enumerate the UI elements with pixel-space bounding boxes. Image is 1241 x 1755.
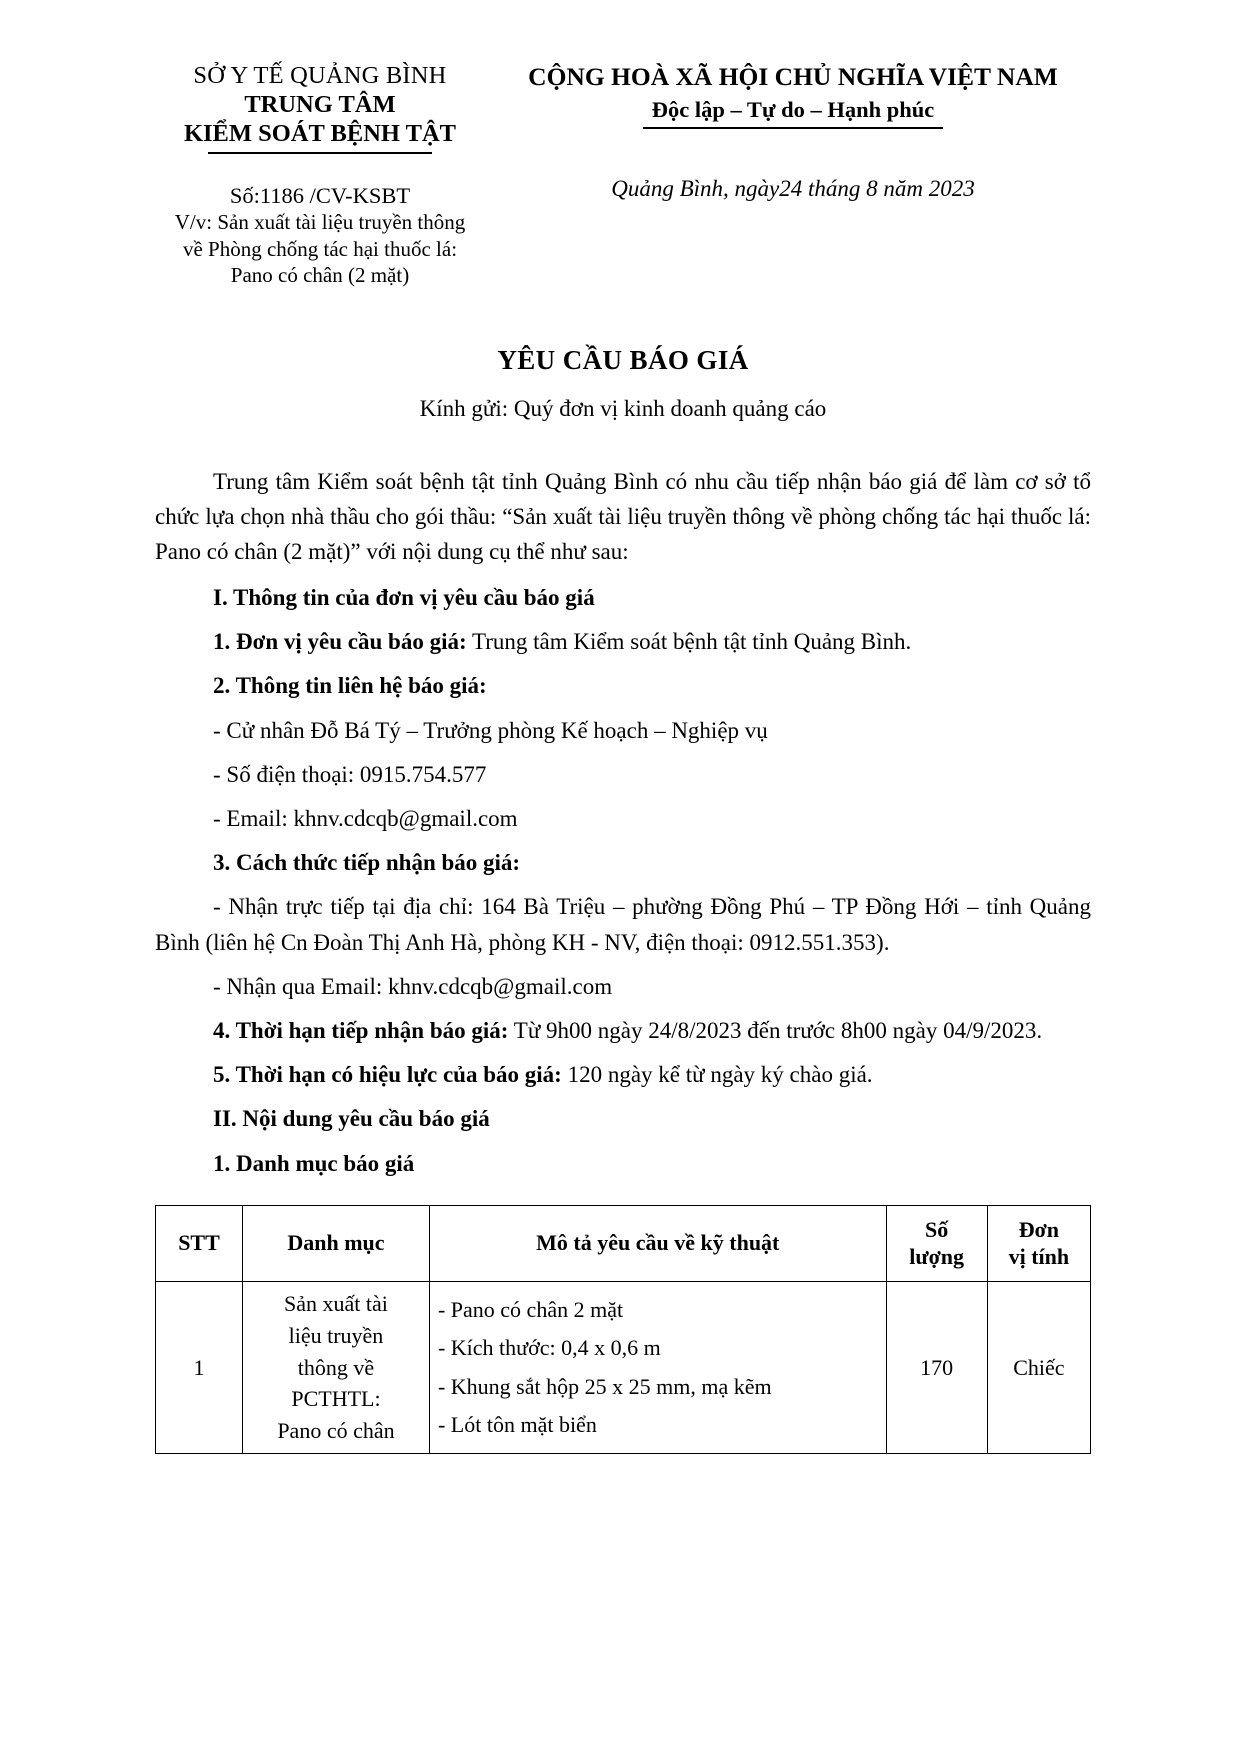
cell-don-vi-tinh: Chiếc: [987, 1282, 1090, 1453]
subject-line-1: V/v: Sản xuất tài liệu truyền thông: [174, 210, 466, 235]
item-3: [155, 836, 1091, 880]
document-number: Số:1186 /CV-KSBT: [229, 182, 411, 208]
cell-danh-muc-line2: liệu truyền: [288, 1323, 384, 1349]
item-2-bullet-2: - Số điện thoại: 0915.754.577: [213, 761, 487, 787]
item-2: [155, 659, 1091, 703]
item-5-value: 120 ngày kể từ ngày ký chào giá.: [561, 1062, 873, 1088]
item-4-label: 4. Thời hạn tiếp nhận báo giá:: [213, 1017, 509, 1043]
column-header-don-vi-tinh: [987, 1205, 1090, 1282]
column-header-mo-ta: Mô tả yêu cầu về kỹ thuật: [429, 1205, 886, 1282]
item-3-bullet-1: - Nhận trực tiếp tại địa chỉ: 164 Bà Triệu – phường Đồng Phú – TP Đồng Hới – tỉnh Quảng Bình (liên hệ Cn Đoàn Thị Anh Hà, phòng KH - NV, điện thoại: 0912.551.353).: [155, 894, 1091, 955]
center-name-line1: TRUNG TÂM: [244, 90, 396, 118]
column-header-danh-muc: Danh mục: [242, 1205, 429, 1282]
table-row: [156, 1282, 1091, 1453]
cell-danh-muc-line5: Pano có chân: [277, 1418, 395, 1444]
cell-mo-ta: [429, 1282, 886, 1453]
cell-mo-ta-line1: - Pano có chân 2 mặt: [437, 1297, 624, 1323]
national-heading-block: [485, 62, 1091, 202]
column-header-don-vi-tinh-line1: Đơn: [1018, 1216, 1059, 1242]
item-ii-1-text: 1. Danh mục báo giá: [213, 1150, 415, 1176]
cell-mo-ta-line2: - Kích thước: 0,4 x 0,6 m: [437, 1335, 661, 1361]
national-motto: Độc lập – Tự do – Hạnh phúc: [651, 96, 935, 122]
place-and-date: Quảng Bình, ngày24 tháng 8 năm 2023: [611, 175, 975, 201]
cell-danh-muc-line3: thông về: [297, 1354, 375, 1380]
item-3-bullet-2: - Nhận qua Email: khnv.cdcqb@gmail.com: [213, 973, 613, 999]
cell-stt: 1: [156, 1282, 243, 1453]
item-5-label: 5. Thời hạn có hiệu lực của báo giá:: [213, 1062, 562, 1088]
cell-mo-ta-line4: - Lót tôn mặt biển: [437, 1411, 597, 1437]
item-4: [155, 1004, 1091, 1048]
center-name-line2: KIỂM SOÁT BỆNH TẬT: [183, 119, 457, 147]
subject-line-2: về Phòng chống tác hại thuốc lá:: [182, 236, 458, 261]
column-header-so-luong-line1: Số: [925, 1216, 949, 1242]
quotation-items-table: [155, 1205, 1091, 1454]
intro-paragraph: Trung tâm Kiểm soát bệnh tật tỉnh Quảng Bình có nhu cầu tiếp nhận báo giá để làm cơ sở tổ chức lựa chọn nhà thầu cho gói thầu: “Sản xuất tài liệu truyền thông về phòng chống tác hại thuốc lá: Pano có chân (2 mặt)” với nội dung cụ thể như sau:: [155, 468, 1091, 564]
subject-line-3: Pano có chân (2 mặt): [230, 263, 410, 288]
issuing-organization-block: [155, 62, 485, 289]
country-name: CỘNG HOÀ XÃ HỘI CHỦ NGHĨA VIỆT NAM: [528, 62, 1058, 91]
column-header-don-vi-tinh-line2: vị tính: [1008, 1243, 1070, 1269]
item-1-value: Trung tâm Kiểm soát bệnh tật tỉnh Quảng Bình.: [466, 629, 912, 655]
item-4-value: Từ 9h00 ngày 24/8/2023 đến trước 8h00 ngày 04/9/2023.: [508, 1017, 1043, 1043]
section-heading-i: [155, 571, 1091, 615]
cell-danh-muc: [242, 1282, 429, 1453]
header-right-divider: [643, 127, 943, 129]
cell-mo-ta-line3: - Khung sắt hộp 25 x 25 mm, mạ kẽm: [437, 1373, 772, 1399]
recipient-line: Kính gửi: Quý đơn vị kinh doanh quảng cáo: [419, 395, 827, 421]
table-header-row: [156, 1205, 1091, 1282]
column-header-so-luong-line2: lượng: [909, 1243, 965, 1269]
document-header: [155, 62, 1091, 289]
cell-so-luong: 170: [886, 1282, 987, 1453]
item-3-label: 3. Cách thức tiếp nhận báo giá:: [213, 850, 521, 876]
header-left-divider: [208, 152, 432, 154]
item-5: [155, 1048, 1091, 1092]
cell-danh-muc-line4: PCTHTL:: [291, 1386, 381, 1412]
page-title: YÊU CẦU BÁO GIÁ: [497, 344, 749, 375]
item-ii-1: [155, 1137, 1091, 1181]
cell-danh-muc-line1: Sản xuất tài: [284, 1291, 388, 1317]
item-1-label: 1. Đơn vị yêu cầu báo giá:: [213, 629, 467, 655]
department-name: SỞ Y TẾ QUẢNG BÌNH: [193, 62, 447, 89]
column-header-so-luong: [886, 1205, 987, 1282]
item-2-bullet-3: - Email: khnv.cdcqb@gmail.com: [213, 806, 518, 832]
column-header-stt: STT: [156, 1205, 243, 1282]
item-1: [155, 615, 1091, 659]
section-heading-ii: [155, 1092, 1091, 1136]
document-body: [155, 464, 1091, 1454]
item-2-label: 2. Thông tin liên hệ báo giá:: [213, 673, 487, 699]
title-block: [155, 345, 1091, 422]
section-heading-i-text: I. Thông tin của đơn vị yêu cầu báo giá: [213, 585, 595, 611]
item-2-bullet-1: - Cử nhân Đỗ Bá Tý – Trưởng phòng Kế hoạch – Nghiệp vụ: [213, 717, 768, 743]
section-heading-ii-text: II. Nội dung yêu cầu báo giá: [213, 1106, 490, 1132]
